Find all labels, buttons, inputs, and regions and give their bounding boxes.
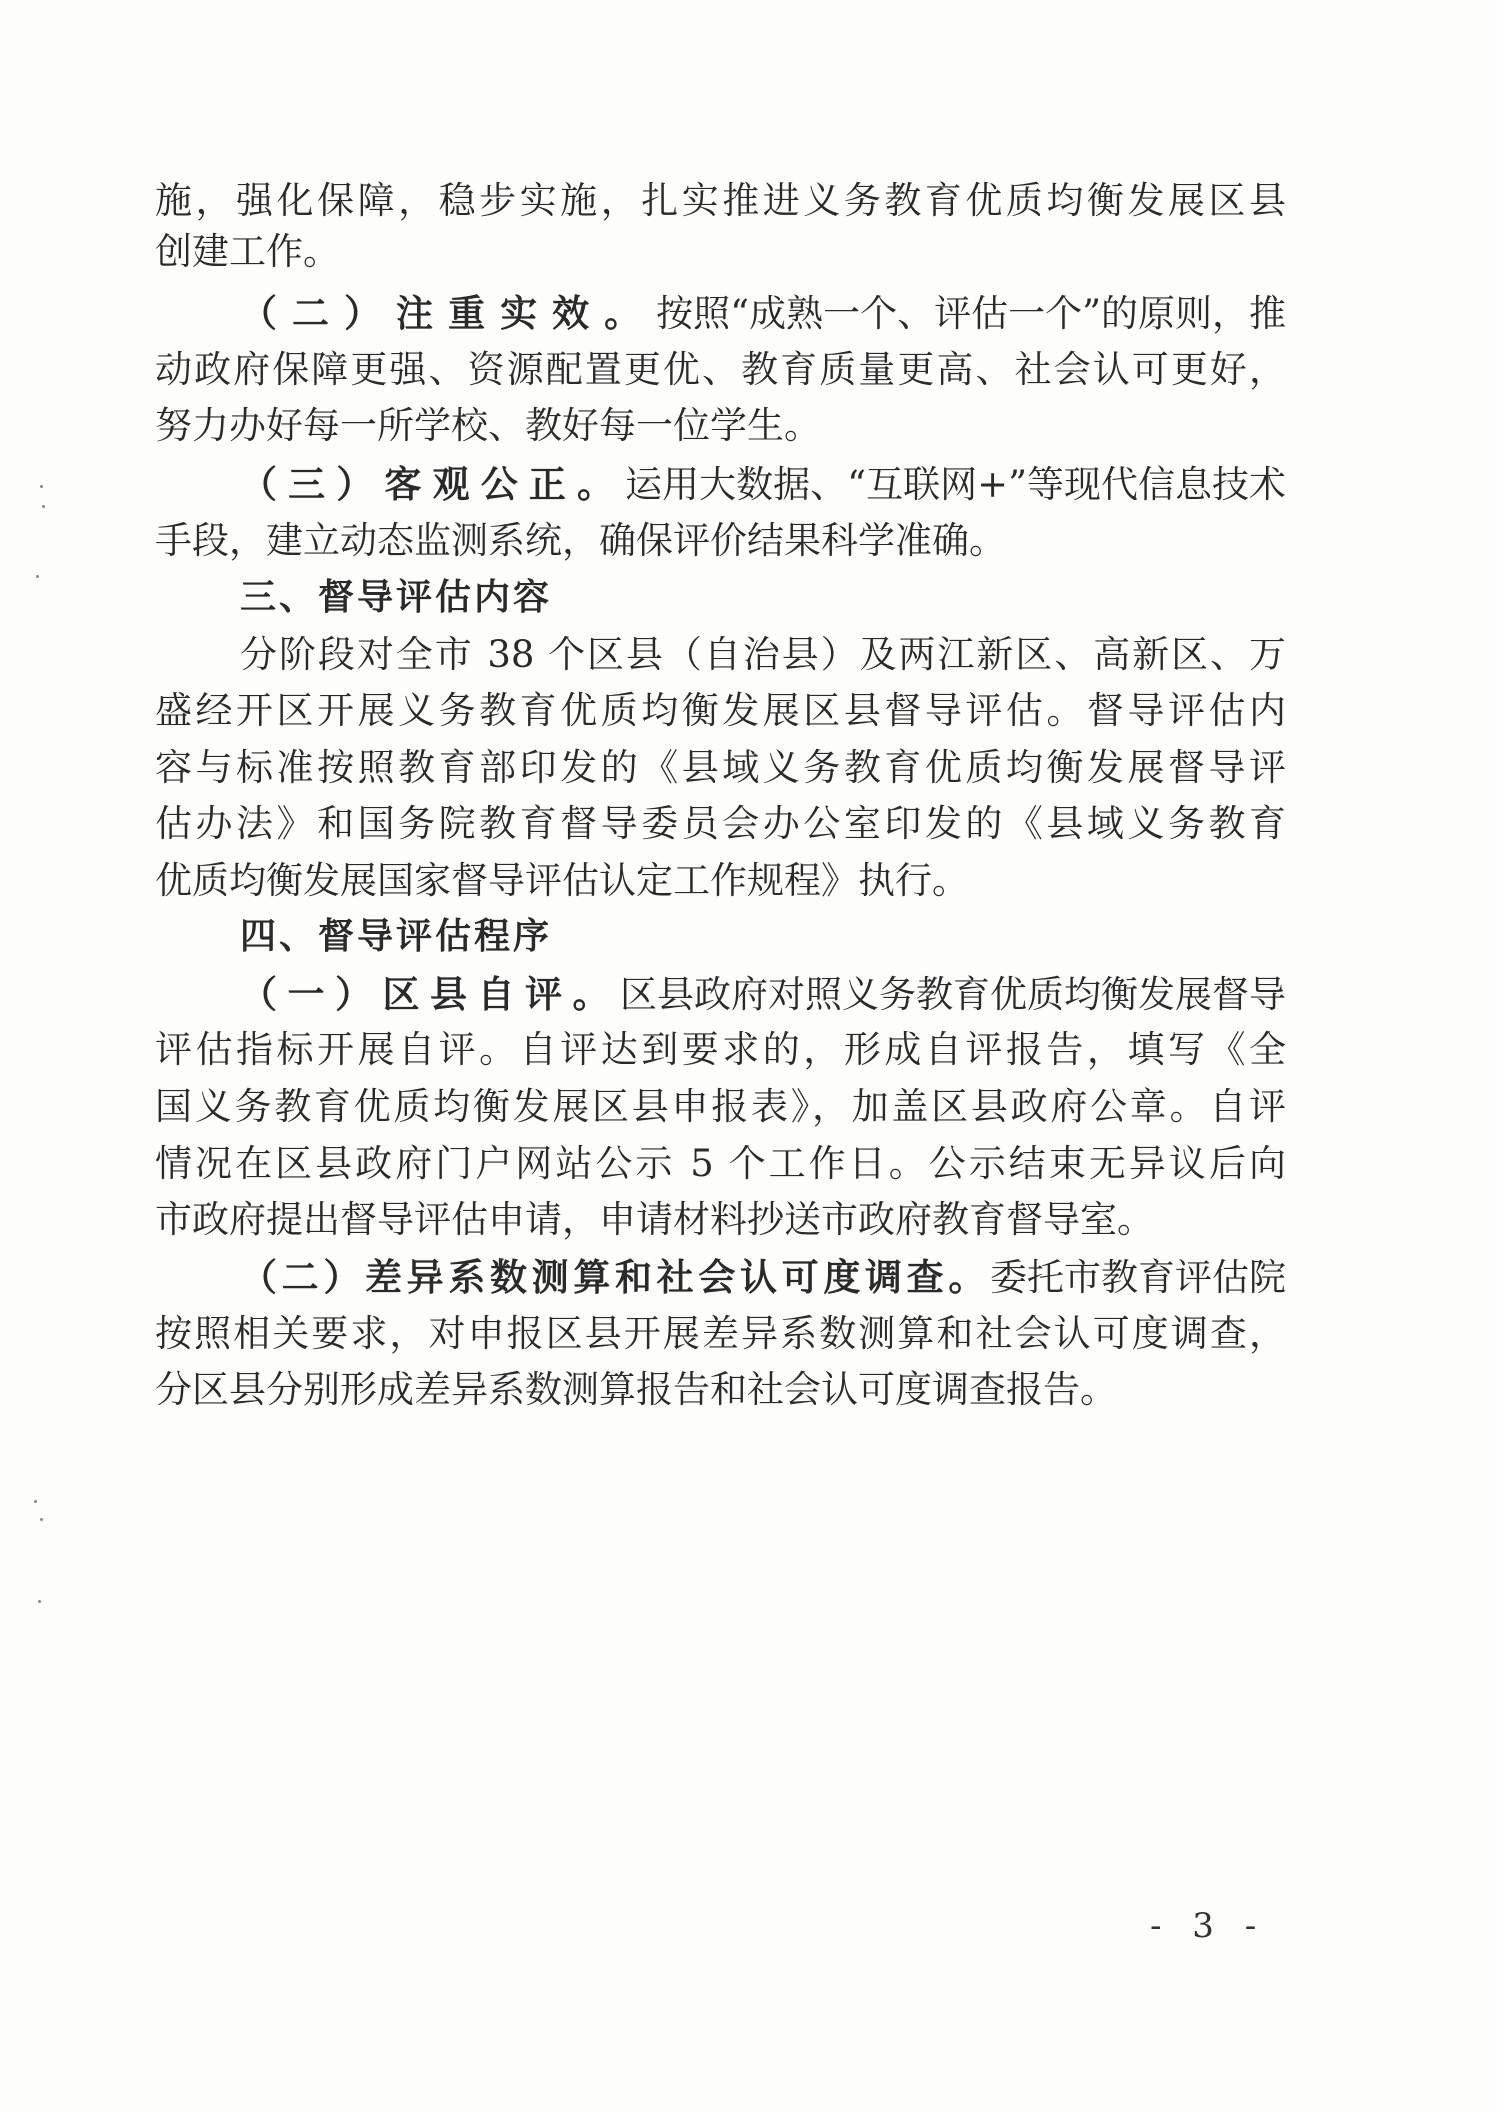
- text-line: [0, 855, 1497, 907]
- paragraph-5-line-1: [240, 968, 1286, 1021]
- scan-speck: [38, 1600, 41, 1603]
- text-line: [0, 798, 1497, 850]
- text-line: [0, 287, 1497, 339]
- paragraph-3-label: （三）客观公正。: [240, 462, 626, 506]
- text-line: [0, 968, 1497, 1020]
- paragraph-3-line-1-rest: 运用大数据、“互联网+”等现代信息技术: [625, 463, 1286, 506]
- text-line: [0, 175, 1497, 227]
- paragraph-6-line-1: [240, 1251, 1286, 1304]
- paragraph-2-line-2: 动政府保障更强、资源配置更优、教育质量更高、社会认可更好，: [155, 348, 1286, 391]
- page-number: - 3 -: [1150, 1906, 1267, 1946]
- paragraph-5-line-5: 市政府提出督导评估申请，申请材料抄送市政府教育督导室。: [155, 1198, 1154, 1241]
- text-line: [0, 226, 1497, 278]
- scan-speck: [36, 575, 39, 578]
- text-line: [0, 1308, 1497, 1360]
- text-line: [0, 344, 1497, 396]
- paragraph-4-line-1: 分阶段对全市 38 个区县（自治县）及两江新区、高新区、万: [240, 633, 1286, 676]
- text-line: [0, 458, 1497, 510]
- text-line: [0, 1024, 1497, 1076]
- paragraph-4-line-3: 容与标准按照教育部印发的《县域义务教育优质均衡发展督导评: [155, 746, 1286, 789]
- paragraph-1-line-1: 施，强化保障，稳步实施，扎实推进义务教育优质均衡发展区县: [155, 179, 1286, 222]
- scan-speck: [40, 485, 43, 488]
- text-line: [0, 515, 1497, 567]
- paragraph-3-line-1: [240, 458, 1286, 511]
- text-line: [0, 572, 1497, 624]
- paragraph-2-label: （二）注重实效。: [240, 291, 657, 335]
- scan-speck: [34, 1500, 37, 1503]
- paragraph-5-line-2: 评估指标开展自评。自评达到要求的，形成自评报告，填写《全: [155, 1028, 1286, 1071]
- text-line: [0, 629, 1497, 681]
- text-line: [0, 1194, 1497, 1246]
- text-line: [0, 1081, 1497, 1133]
- paragraph-4-line-5: 优质均衡发展国家督导评估认定工作规程》执行。: [155, 859, 969, 902]
- text-line: [0, 911, 1497, 963]
- paragraph-2-line-3: 努力办好每一所学校、教好每一位学生。: [155, 404, 821, 447]
- section-heading-3: 三、督导评估内容: [240, 577, 553, 618]
- paragraph-2-line-1-rest: 按照“成熟一个、评估一个”的原则，推: [656, 292, 1286, 335]
- paragraph-6-label: （二）差异系数测算和社会认可度调查。: [240, 1255, 990, 1299]
- paragraph-5-line-1-rest: 区县政府对照义务教育优质均衡发展督导: [620, 973, 1286, 1016]
- text-line: [0, 1138, 1497, 1190]
- paragraph-4-line-4: 估办法》和国务院教育督导委员会办公室印发的《县域义务教育: [155, 802, 1286, 845]
- text-line: [0, 400, 1497, 452]
- text-line: [0, 1364, 1497, 1416]
- paragraph-5-line-3: 国义务教育优质均衡发展区县申报表》，加盖区县政府公章。自评: [155, 1085, 1286, 1128]
- paragraph-4-line-2: 盛经开区开展义务教育优质均衡发展区县督导评估。督导评估内: [155, 689, 1286, 732]
- paragraph-6-line-1-rest: 委托市教育评估院: [990, 1256, 1286, 1299]
- scan-speck: [42, 505, 45, 508]
- text-line: [0, 685, 1497, 737]
- paragraph-3-line-2: 手段，建立动态监测系统，确保评价结果科学准确。: [155, 519, 1006, 562]
- scan-speck: [40, 1518, 43, 1521]
- text-line: [0, 1251, 1497, 1303]
- paragraph-6-line-3: 分区县分别形成差异系数测算报告和社会认可度调查报告。: [155, 1368, 1117, 1411]
- paragraph-5-line-4: 情况在区县政府门户网站公示 5 个工作日。公示结束无异议后向: [155, 1142, 1286, 1185]
- paragraph-6-line-2: 按照相关要求，对申报区县开展差异系数测算和社会认可度调查，: [155, 1312, 1286, 1355]
- text-line: [0, 742, 1497, 794]
- paragraph-1-line-2: 创建工作。: [155, 230, 340, 273]
- section-heading-4: 四、督导评估程序: [240, 916, 553, 957]
- paragraph-5-label: （一）区县自评。: [240, 972, 620, 1016]
- paragraph-2-line-1: [240, 287, 1286, 340]
